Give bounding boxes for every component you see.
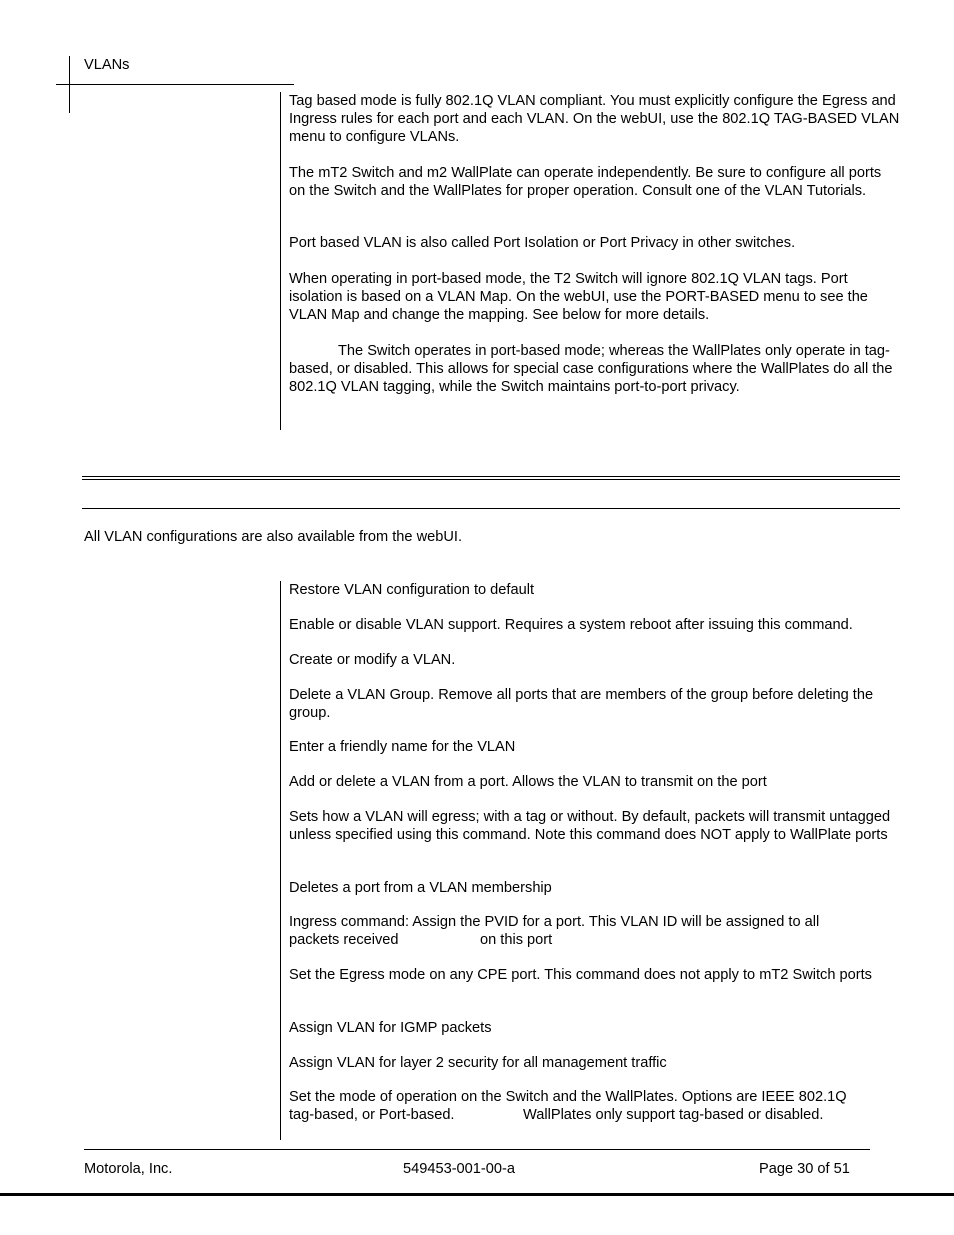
command-desc: Assign VLAN for layer 2 security for all management traffic: [289, 1055, 667, 1071]
note-port-based-mode: When operating in port-based mode, the T2 Switch will ignore 802.1Q VLAN tags. Port isolation is based on a VLAN Map. On the webUI, use the PORT-BASED menu to see the VLAN Map and change the mapping. See below for more details.: [289, 271, 868, 323]
note-tag-based: Tag based mode is fully 802.1Q VLAN compliant. You must explicitly configure the Egress and Ingress rules for each port and each VLAN. On the webUI, use the 802.1Q TAG-BASED VLAN menu to configure VLANs.: [289, 93, 900, 145]
intro-text: All VLAN configurations are also available from the webUI.: [84, 529, 463, 545]
command-desc: Set the mode of operation on the Switch and the WallPlates. Options are IEEE 802.1Q: [289, 1089, 847, 1105]
commands-divider: [280, 581, 281, 1140]
note-port-isolation: Port based VLAN is also called Port Isolation or Port Privacy in other switches.: [289, 235, 796, 251]
command-desc: on this port: [480, 932, 553, 948]
footer-doc-number: 549453-001-00-a: [403, 1161, 515, 1177]
command-desc: Ingress command: Assign the PVID for a port. This VLAN ID will be assigned to all: [289, 914, 820, 930]
command-desc: Deletes a port from a VLAN membership: [289, 880, 552, 896]
command-desc: Restore VLAN configuration to default: [289, 582, 534, 598]
footer-company: Motorola, Inc.: [84, 1161, 173, 1177]
section-title: VLANs: [84, 57, 130, 73]
section-rule-bottom: [82, 508, 900, 509]
footer-page-number: Page 30 of 51: [759, 1161, 850, 1177]
note-mixed-mode: [289, 342, 901, 396]
command-desc: Create or modify a VLAN.: [289, 652, 456, 668]
command-desc: WallPlates only support tag-based or disabled.: [523, 1107, 824, 1123]
command-desc: Enable or disable VLAN support. Requires a system reboot after issuing this command.: [289, 617, 853, 633]
command-desc: Delete a VLAN Group. Remove all ports that are members of the group before deleting the group.: [289, 687, 874, 721]
command-desc: Assign VLAN for IGMP packets: [289, 1020, 492, 1036]
section-rule-top-2: [82, 479, 900, 480]
command-desc: tag-based, or Port-based.: [289, 1107, 455, 1123]
section-rule-top-1: [82, 476, 900, 477]
note-mixed-mode-text: The Switch operates in port-based mode; whereas the WallPlates only operate in tag-based, or disabled. This allows for special case configurations where the WallPlates do all the 802.1Q VLAN tagging, while the Switch maintains port-to-port privacy.: [289, 343, 893, 395]
header-underline: [56, 84, 294, 85]
command-desc: Sets how a VLAN will egress; with a tag or without. By default, packets will transmit untagged unless specified using this command. Note this command does NOT apply to WallPlate ports: [289, 809, 891, 843]
notes-divider: [280, 92, 281, 430]
page-bottom-rule: [0, 1193, 954, 1196]
note-independent-operation: The mT2 Switch and m2 WallPlate can operate independently. Be sure to configure all ports on the Switch and the WallPlates for proper operation. Consult one of the VLAN Tutorials.: [289, 165, 882, 199]
command-desc: Add or delete a VLAN from a port. Allows the VLAN to transmit on the port: [289, 774, 767, 790]
command-desc: Set the Egress mode on any CPE port. This command does not apply to mT2 Switch ports: [289, 967, 872, 983]
command-desc: Enter a friendly name for the VLAN: [289, 739, 516, 755]
footer-rule: [84, 1149, 870, 1150]
command-desc: packets received: [289, 932, 399, 948]
